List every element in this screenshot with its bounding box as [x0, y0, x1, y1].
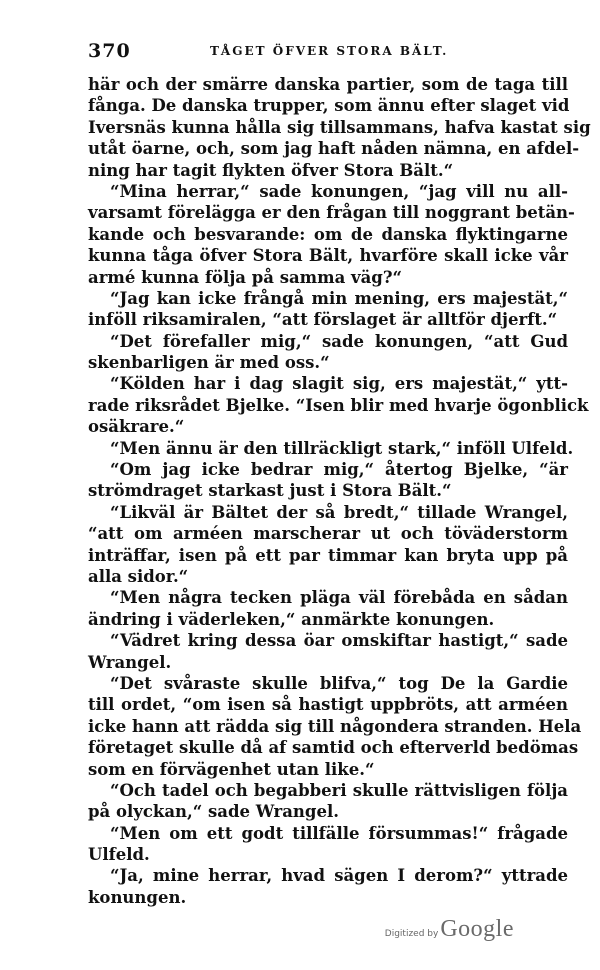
text-line: “Vädret kring dessa öar omskiftar hastigt,“ sade — [110, 631, 568, 651]
text-line: som en förvägenhet utan like.“ — [88, 759, 375, 779]
text-line: “Likväl är Bältet der så bredt,“ tillade Wrangel, — [110, 502, 568, 522]
text-line: skenbarligen är med oss.“ — [88, 353, 330, 373]
text-line: inföll riksamiralen, “att förslaget är alltför djerft.“ — [88, 310, 558, 330]
text-line: företaget skulle då af samtid och efterverld bedömas — [88, 738, 579, 758]
page-header — [88, 40, 568, 66]
text-line: osäkrare.“ — [88, 417, 185, 437]
text-line: “Mina herrar,“ sade konungen, “jag vill nu all- — [110, 181, 568, 201]
digitized-by-google-watermark — [385, 916, 514, 946]
text-line: Iversnäs kunna hålla sig tillsammans, hafva kastat sig — [88, 117, 591, 137]
text-line: “Men ännu är den tillräckligt stark,“ inföll Ulfeld. — [110, 438, 574, 458]
page-number: 370 — [88, 40, 131, 62]
text-line: konungen. — [88, 887, 187, 907]
text-line: varsamt förelägga er den frågan till noggrant betän- — [88, 203, 575, 223]
text-line: kande och besvarande: om de danska flyktingarne — [88, 224, 568, 244]
watermark-logo-text: Google — [440, 916, 514, 942]
text-line: ning har tagit flykten öfver Stora Bält.“ — [88, 160, 454, 180]
text-line: “Jag kan icke frångå min mening, ers majestät,“ — [110, 288, 568, 308]
text-line: icke hann att rädda sig till någondera stranden. Hela — [88, 716, 582, 736]
text-line: “Det svåraste skulle blifva,“ tog De la Gardie — [110, 673, 568, 693]
text-line: alla sidor.“ — [88, 566, 189, 586]
text-line: utåt öarne, och, som jag haft nåden nämna, en afdel- — [88, 139, 580, 159]
text-line: inträffar, isen på ett par timmar kan bryta upp på — [88, 545, 568, 565]
running-head: TÅGET ÖFVER STORA BÄLT. — [210, 44, 449, 58]
text-line: Wrangel. — [88, 652, 172, 672]
text-line: “Och tadel och begabberi skulle rättvisligen följa — [110, 780, 568, 800]
text-line: på olyckan,“ sade Wrangel. — [88, 802, 339, 822]
text-line: ändring i väderleken,“ anmärkte konungen. — [88, 609, 495, 629]
body-text — [88, 74, 591, 908]
text-line: “Om jag icke bedrar mig,“ återtog Bjelke, “är — [110, 460, 568, 480]
text-line: rade riksrådet Bjelke. “Isen blir med hvarje ögonblick — [88, 395, 589, 415]
watermark-small-text: Digitized by — [384, 929, 439, 939]
text-line: “Det förefaller mig,“ sade konungen, “att Gud — [110, 331, 568, 351]
text-line: kunna tåga öfver Stora Bält, hvarföre skall icke vår — [88, 246, 568, 266]
text-line: strömdraget starkast just i Stora Bält.“ — [88, 481, 452, 501]
text-line: “Kölden har i dag slagit sig, ers majestät,“ ytt- — [110, 374, 568, 394]
text-line: Ulfeld. — [88, 845, 150, 865]
text-line: fånga. De danska trupper, som ännu efter slaget vid — [88, 96, 570, 116]
text-line: här och der smärre danska partier, som de taga till — [88, 75, 568, 94]
text-line: till ordet, “om isen så hastigt uppbröts, att arméen — [88, 695, 568, 715]
text-line: “att om arméen marscherar ut och töväderstorm — [88, 524, 568, 544]
text-line: “Ja, mine herrar, hvad sägen I derom?“ yttrade — [110, 866, 568, 886]
text-line: armé kunna följa på samma väg?“ — [88, 267, 402, 287]
text-line: “Men några tecken pläga väl förebåda en sådan — [110, 588, 568, 608]
text-line: “Men om ett godt tillfälle försummas!“ frågade — [110, 823, 568, 843]
